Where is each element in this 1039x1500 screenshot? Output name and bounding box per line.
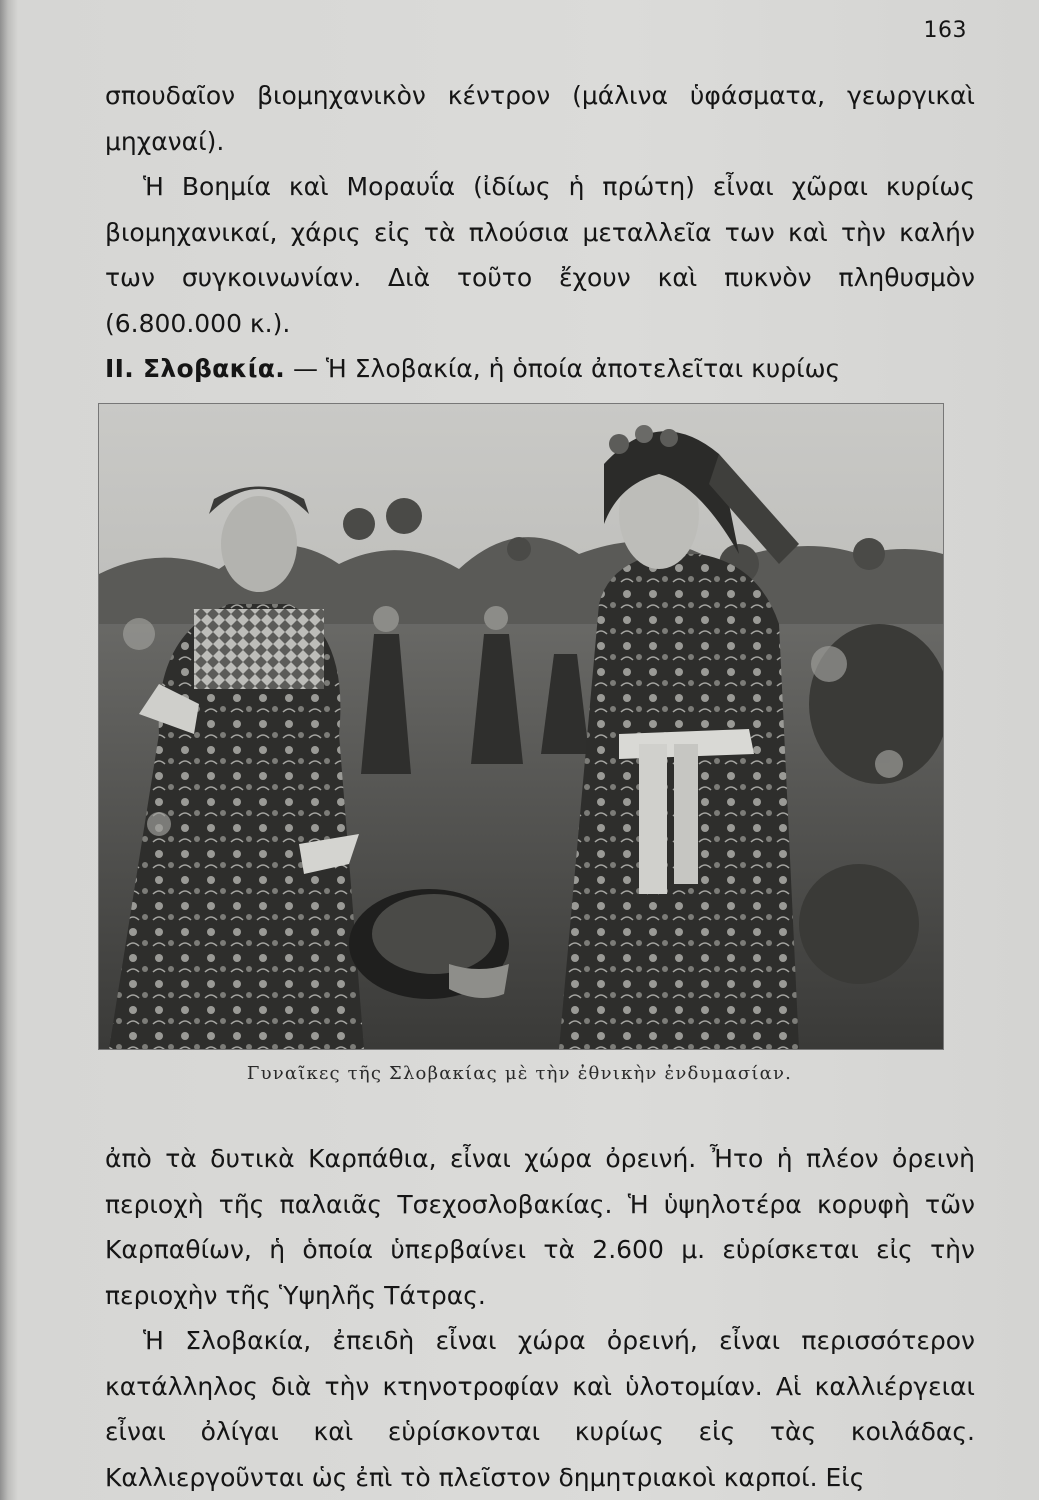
section-heading: II. Σλοβακία. [105, 354, 286, 383]
photograph-illustration [99, 404, 943, 1049]
figure-caption: Γυναῖκες τῆς Σλοβακίας μὲ τὴν ἐθνικὴν ἐνδυμασίαν. [246, 1063, 793, 1084]
top-text-block [105, 73, 975, 392]
paragraph-agriculture: Ἡ Σλοβακία, ἐπειδὴ εἶναι χώρα ὀρεινή, εἶναι περισσότερον κατάλληλος διὰ τὴν κτηνοτροφίαν καὶ ὑλοτομίαν. Αἱ καλλιέργειαι εἶναι ὀλίγαι καὶ εὑρίσκονται κυρίως εἰς τὰς κοιλάδας. Καλλιεργοῦνται ὡς ἐπὶ τὸ πλεῖστον δημητριακοὶ καρποί. Εἰς [105, 1326, 975, 1492]
page-number: 163 [923, 18, 967, 43]
paragraph-continuation: σπουδαῖον βιομηχανικὸν κέντρον (μάλινα ὑφάσματα, γεωργικαὶ μηχαναί). [105, 81, 975, 156]
paragraph-bohemia: Ἡ Βοημία καὶ Μοραυΐα (ἰδίως ἡ πρώτη) εἶναι χῶραι κυρίως βιομηχανικαί, χάρις εἰς τὰ πλούσια μεταλλεῖα των καὶ τὴν καλήν των συγκοινωνίαν. Διὰ τοῦτο ἔχουν καὶ πυκνὸν πληθυσμὸν (6.800.000 κ.). [105, 172, 975, 338]
bottom-text-block [105, 1136, 975, 1500]
photograph-slovak-women [98, 403, 944, 1050]
section-intro-text: — Ἡ Σλοβακία, ἡ ὁποία ἀποτελεῖται κυρίως [292, 354, 841, 383]
section-slovakia [105, 346, 975, 392]
paragraph-carpathians: ἀπὸ τὰ δυτικὰ Καρπάθια, εἶναι χώρα ὀρεινή. Ἦτο ἡ πλέον ὀρεινὴ περιοχὴ τῆς παλαιᾶς Τσεχοσλοβακίας. Ἡ ὑψηλοτέρα κορυφὴ τῶν Καρπαθίων, ἡ ὁποία ὑπερβαίνει τὰ 2.600 μ. εὑρίσκεται εἰς τὴν περιοχὴν τῆς Ὑψηλῆς Τάτρας. [105, 1144, 975, 1310]
